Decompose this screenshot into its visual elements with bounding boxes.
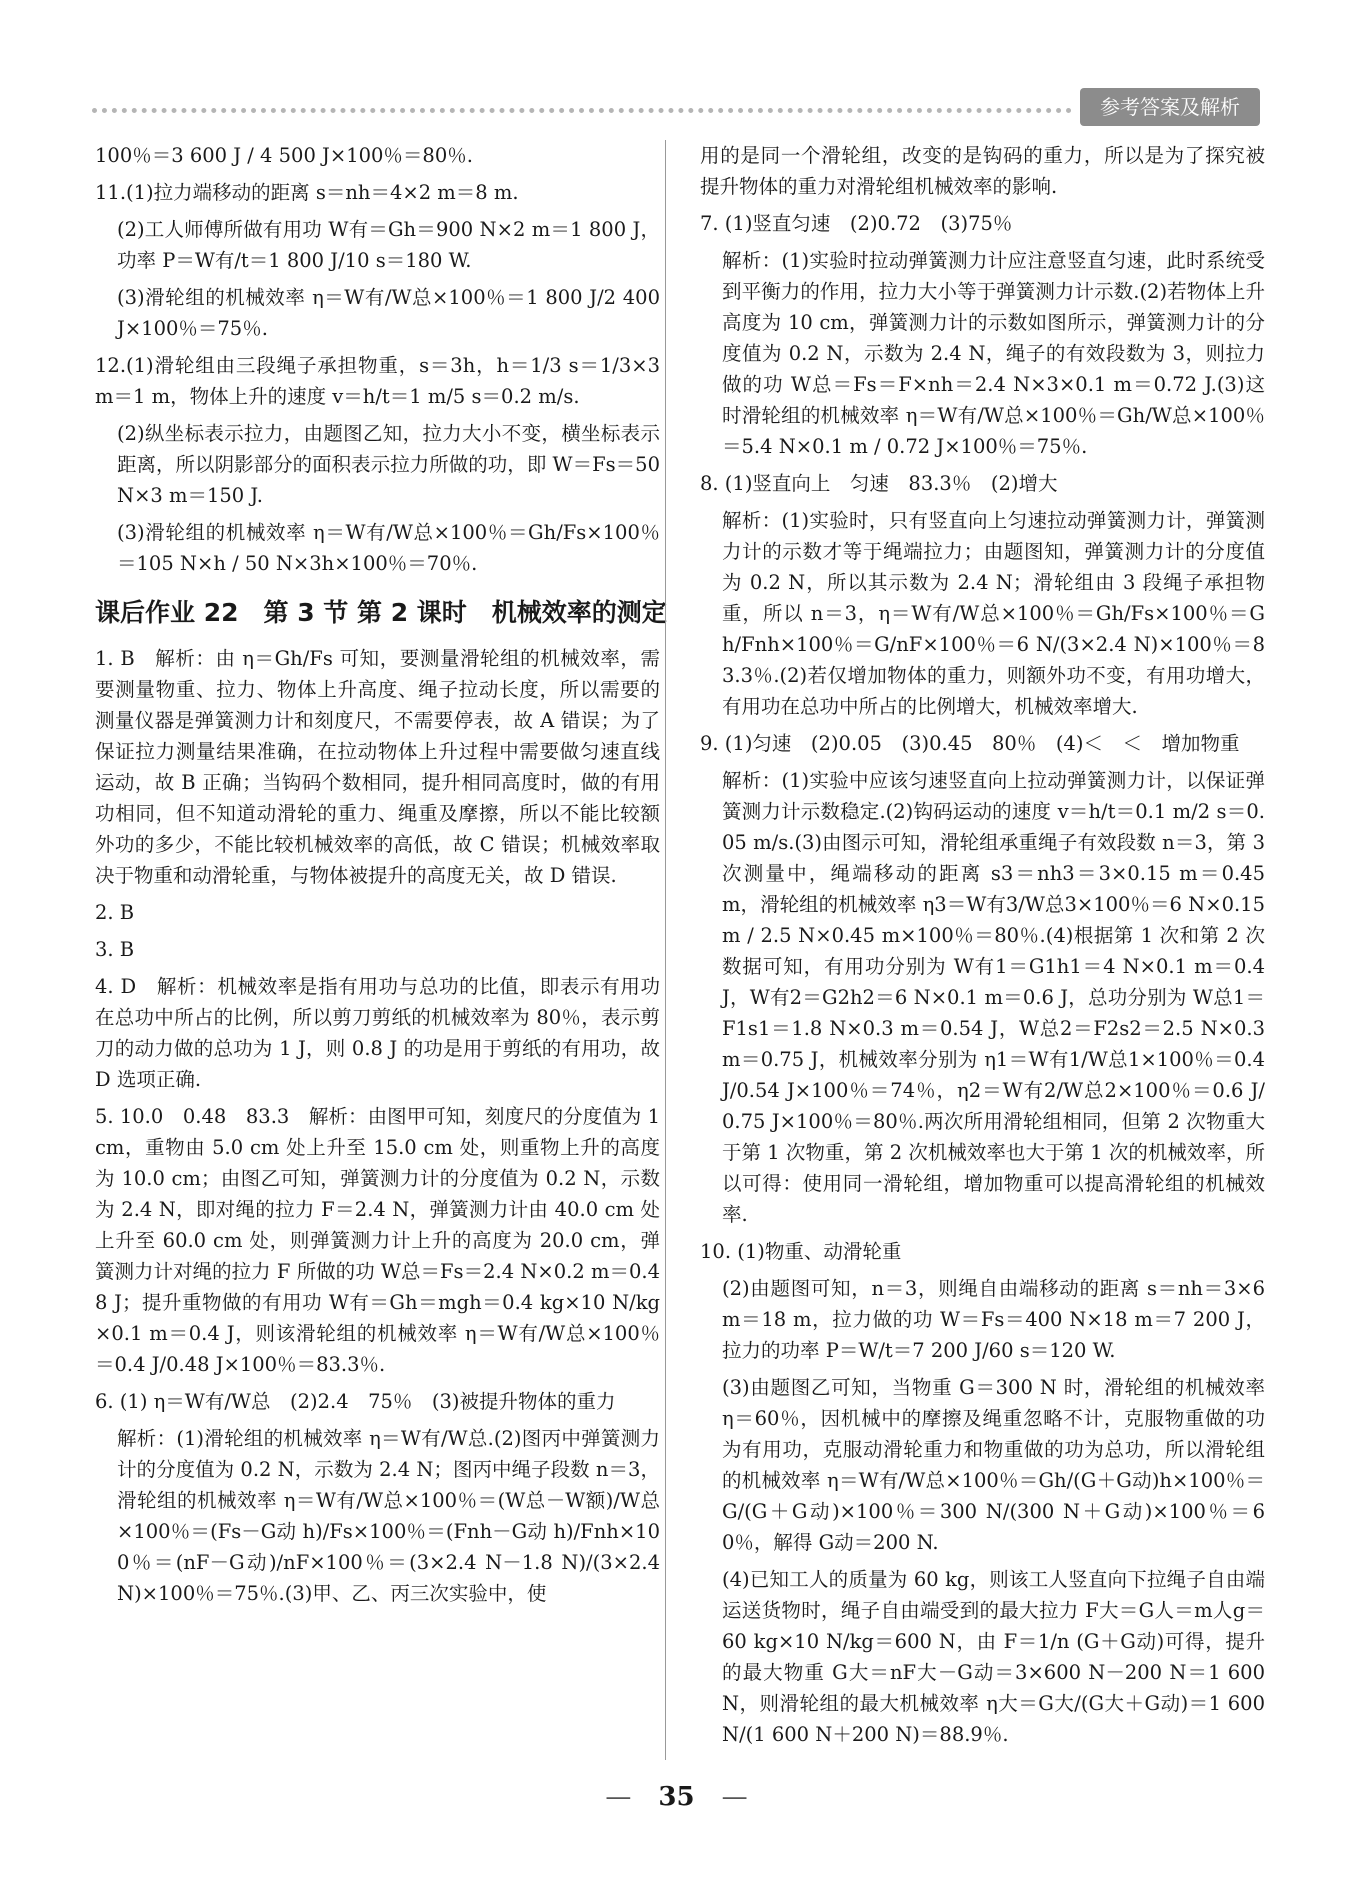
answer-item-12-1: 12.(1)滑轮组由三段绳子承担物重，s＝3h，h＝1/3 s＝1/3×3 m＝1 m，物体上升的速度 v＝h/t＝1 m/5 s＝0.2 m/s. [95,354,660,408]
answer-item-3: 3. B [95,938,135,961]
answer-item-7: 7. (1)竖直匀速 (2)0.72 (3)75％ [700,212,1013,235]
answer-item-5: 5. 10.0 0.48 83.3 解析：由图甲可知，刻度尺的分度值为 1 cm，重物由 5.0 cm 处上升至 15.0 cm 处，则重物上升的高度为 10.0 cm；由图乙可知，弹簧测力计的分度值为 0.2 N，示数为 2.4 N，即对绳的拉力 F＝2.4 N，弹簧测力计由 40.0 cm 处上升至 60.0 cm 处，则弹簧测力计上升的高度为 20.0 cm，弹簧测力计对绳的拉力 F 所做的功 W总＝Fs＝2.4 N×0.2 m＝0.48 J；提升重物做的有用功 W有＝Gh＝mgh＝0.4 kg×10 N/kg×0.1 m＝0.4 J，则该滑轮组的机械效率 η＝W有/W总×100％＝0.4 J/0.48 J×100％＝83.3％. [95,1105,660,1376]
left-column [95,140,667,1615]
column-divider [665,140,666,1760]
answer-item-11-3: (3)滑轮组的机械效率 η＝W有/W总×100％＝1 800 J/2 400 J×100％＝75％. [117,286,660,340]
answer-item-6-analysis: 解析：(1)滑轮组的机械效率 η＝W有/W总.(2)图丙中弹簧测力计的分度值为 0.2 N，示数为 2.4 N；图丙中绳子段数 n＝3，滑轮组的机械效率 η＝W有/W总×100％＝(W总－W额)/W总×100％＝(Fs－G动 h)/Fs×100％＝(Fnh－G动 h)/Fnh×100％＝(nF－G动)/nF×100％＝(3×2.4 N－1.8 N)/(3×2.4 N)×100％＝75％.(3)甲、乙、丙三次实验中，使 [117,1427,660,1605]
answer-item-10-2: (2)由题图可知，n＝3，则绳自由端移动的距离 s＝nh＝3×6 m＝18 m，拉力做的功 W＝Fs＝400 N×18 m＝7 200 J，拉力的功率 P＝W/t＝7 200 J/60 s＝120 W. [722,1277,1265,1362]
answer-item-11-1: 11.(1)拉力端移动的距离 s＝nh＝4×2 m＝8 m. [95,181,519,204]
header-section-tab: 参考答案及解析 [1080,88,1260,126]
header-dotted-rule [92,108,1072,113]
answer-item-8-analysis: 解析：(1)实验时，只有竖直向上匀速拉动弹簧测力计，弹簧测力计的示数才等于绳端拉力；由题图知，弹簧测力计的分度值为 0.2 N，所以其示数为 2.4 N；滑轮组由 3 段绳子承担物重，所以 n＝3，η＝W有/W总×100％＝Gh/Fs×100％＝Gh/Fnh×100％＝G/nF×100％＝6 N/(3×2.4 N)×100％＝83.3％.(2)若仅增加物体的重力，则额外功不变，有用功增大，有用功在总功中所占的比例增大，机械效率增大. [722,509,1265,718]
answer-item-6: 6. (1) η＝W有/W总 (2)2.4 75％ (3)被提升物体的重力 [95,1390,616,1413]
page-footer [0,1782,1353,1812]
answer-item-1: 1. B 解析：由 η＝Gh/Fs 可知，要测量滑轮组的机械效率，需要测量物重、拉力、物体上升高度、绳子拉动长度，所以需要的测量仪器是弹簧测力计和刻度尺，不需要停表，故 A 错误；为了保证拉力测量结果准确，在拉动物体上升过程中需要做匀速直线运动，故 B 正确；当钩码个数相同，提升相同高度时，做的有用功相同，但不知道动滑轮的重力、绳重及摩擦，所以不能比较额外功的多少，不能比较机械效率的高低，故 C 错误；机械效率取决于物重和动滑轮重，与物体被提升的高度无关，故 D 错误. [95,647,660,887]
answer-item-12-3: (3)滑轮组的机械效率 η＝W有/W总×100％＝Gh/Fs×100％＝105 N×h / 50 N×3h×100％＝70％. [117,521,660,575]
answer-line: 100％＝3 600 J / 4 500 J×100％＝80％. [95,144,473,167]
section-title: 课后作业 22 第 3 节 第 2 课时 机械效率的测定 [95,598,667,627]
answer-item-9: 9. (1)匀速 (2)0.05 (3)0.45 80％ (4)＜ ＜ 增加物重 [700,732,1240,755]
answer-item-11-2: (2)工人师傅所做有用功 W有＝Gh＝900 N×2 m＝1 800 J，功率 P＝W有/t＝1 800 J/10 s＝180 W. [117,218,660,272]
answer-item-7-analysis: 解析：(1)实验时拉动弹簧测力计应注意竖直匀速，此时系统受到平衡力的作用，拉力大小等于弹簧测力计示数.(2)若物体上升高度为 10 cm，弹簧测力计的示数如图所示，弹簧测力计的分度值为 0.2 N，示数为 2.4 N，绳子的有效段数为 3，则拉力做的功 W总＝Fs＝F×nh＝2.4 N×3×0.1 m＝0.72 J.(3)这时滑轮组的机械效率 η＝W有/W总×100％＝Gh/W总×100％＝5.4 N×0.1 m / 0.72 J×100％＝75％. [722,249,1265,458]
page-number: 35 [658,1782,695,1812]
answer-item-10-3: (3)由题图乙可知，当物重 G＝300 N 时，滑轮组的机械效率 η＝60％，因机械中的摩擦及绳重忽略不计，克服物重做的功为有用功，克服动滑轮重力和物重做的功为总功，所以滑轮组的机械效率 η＝W有/W总×100％＝Gh/(G＋G动)h×100％＝G/(G＋G动)×100％＝300 N/(300 N＋G动)×100％＝60％，解得 G动＝200 N. [722,1376,1265,1554]
footer-dash-left: — [605,1782,632,1812]
footer-dash-right: — [721,1782,748,1812]
answer-item-4: 4. D 解析：机械效率是指有用功与总功的比值，即表示有用功在总功中所占的比例，所以剪刀剪纸的机械效率为 80％，表示剪刀的动力做的总功为 1 J，则 0.8 J 的功是用于剪纸的有用功，故 D 选项正确. [95,975,660,1091]
right-column [700,140,1265,1756]
answer-item-10-1: 10. (1)物重、动滑轮重 [700,1240,902,1263]
answer-item-8: 8. (1)竖直向上 匀速 83.3％ (2)增大 [700,472,1058,495]
answer-item-9-analysis: 解析：(1)实验中应该匀速竖直向上拉动弹簧测力计，以保证弹簧测力计示数稳定.(2)钩码运动的速度 v＝h/t＝0.1 m/2 s＝0.05 m/s.(3)由图示可知，滑轮组承重绳子有效段数 n＝3，第 3 次测量中，绳端移动的距离 s3＝nh3＝3×0.15 m＝0.45 m，滑轮组的机械效率 η3＝W有3/W总3×100％＝6 N×0.15 m / 2.5 N×0.45 m×100％＝80％.(4)根据第 1 次和第 2 次数据可知，有用功分别为 W有1＝G1h1＝4 N×0.1 m＝0.4 J，W有2＝G2h2＝6 N×0.1 m＝0.6 J，总功分别为 W总1＝F1s1＝1.8 N×0.3 m＝0.54 J，W总2＝F2s2＝2.5 N×0.3 m＝0.75 J，机械效率分别为 η1＝W有1/W总1×100％＝0.4 J/0.54 J×100％＝74％，η2＝W有2/W总2×100％＝0.6 J/0.75 J×100％＝80％.两次所用滑轮组相同，但第 2 次物重大于第 1 次物重，第 2 次机械效率也大于第 1 次的机械效率，所以可得：使用同一滑轮组，增加物重可以提高滑轮组的机械效率. [722,769,1265,1226]
answer-item-2: 2. B [95,901,135,924]
answer-item-12-2: (2)纵坐标表示拉力，由题图乙知，拉力大小不变，横坐标表示距离，所以阴影部分的面积表示拉力所做的功，即 W＝Fs＝50 N×3 m＝150 J. [117,422,660,507]
answer-item-6-continued: 用的是同一个滑轮组，改变的是钩码的重力，所以是为了探究被提升物体的重力对滑轮组机械效率的影响. [700,144,1265,198]
answer-item-10-4: (4)已知工人的质量为 60 kg，则该工人竖直向下拉绳子自由端运送货物时，绳子自由端受到的最大拉力 F大＝G人＝m人g＝60 kg×10 N/kg＝600 N，由 F＝1/n (G＋G动)可得，提升的最大物重 G大＝nF大－G动＝3×600 N－200 N＝1 600 N，则滑轮组的最大机械效率 η大＝G大/(G大＋G动)＝1 600 N/(1 600 N＋200 N)＝88.9％. [722,1568,1265,1746]
